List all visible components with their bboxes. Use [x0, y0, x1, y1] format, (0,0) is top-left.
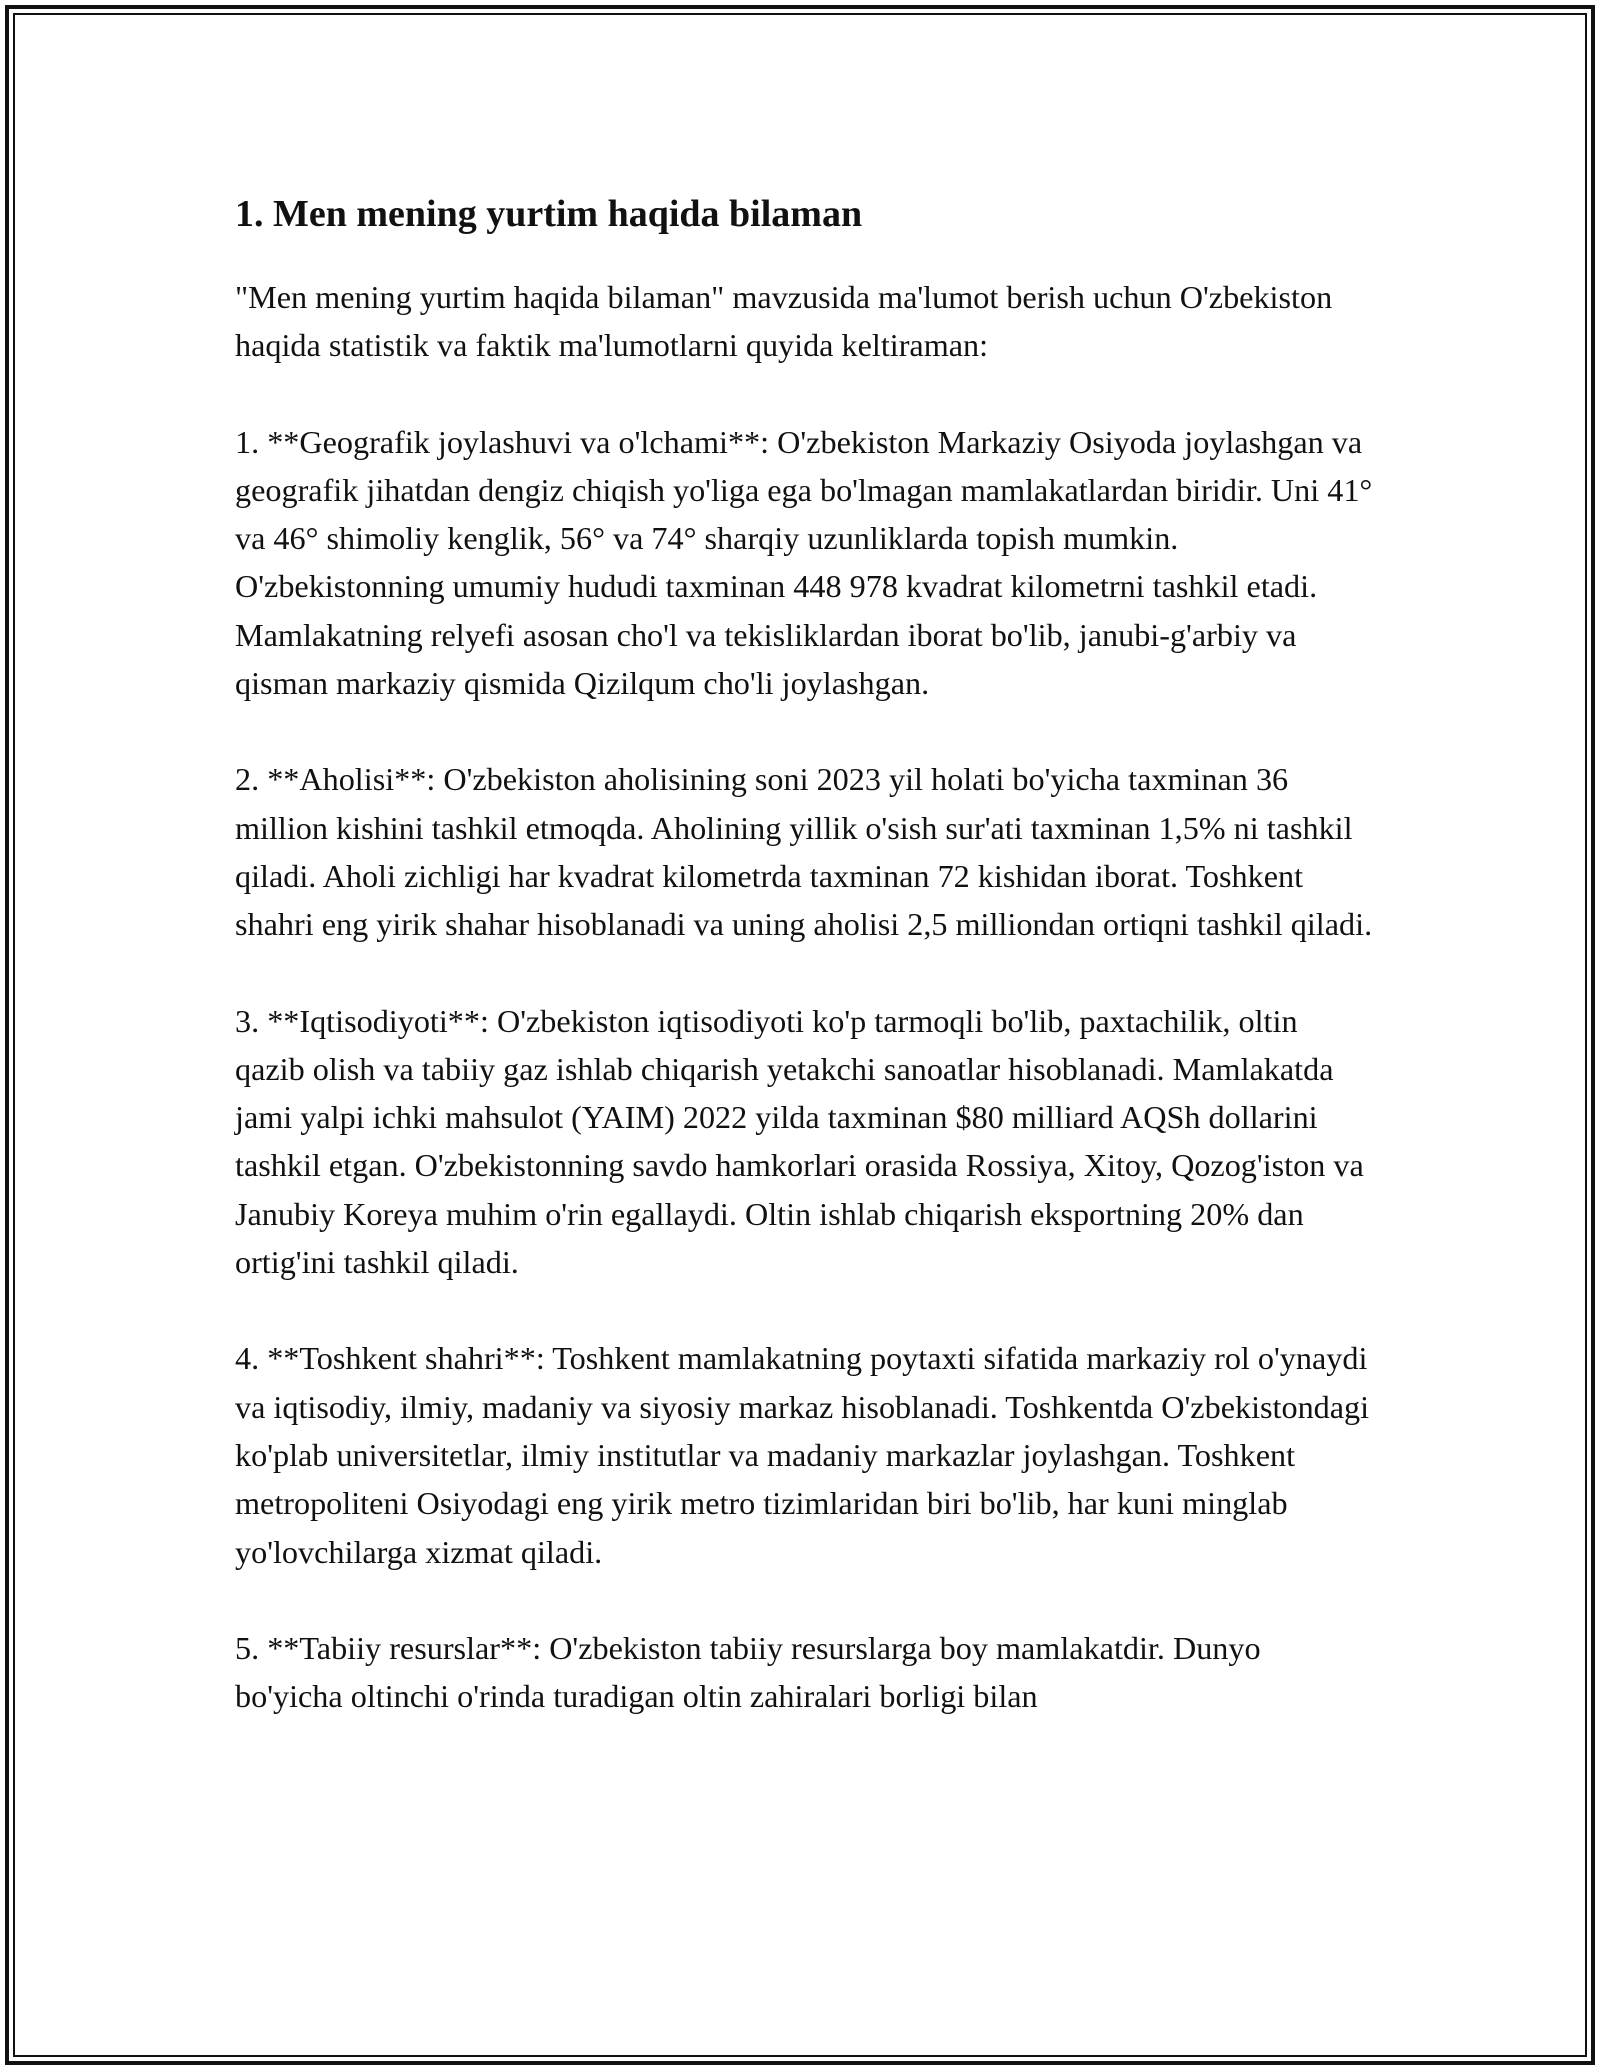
paragraph-natural-resources: 5. **Tabiiy resurslar**: O'zbekiston tabiiy resurslarga boy mamlakatdir. Dunyo bo'yicha oltinchi o'rinda turadigan oltin zahiralari borligi bilan [235, 1629, 1261, 1715]
document-title: 1. Men mening yurtim haqida bilaman [235, 193, 863, 235]
paragraph-economy: 3. **Iqtisodiyoti**: O'zbekiston iqtisodiyoti ko'p tarmoqli bo'lib, paxtachilik, oltin qazib olish va tabiiy gaz ishlab chiqarish yetakchi sanoatlar hisoblanadi. Mamlakatda jami yalpi ichki mahsulot (YAIM) 2022 yilda taxminan $80 milliard AQSh dollarini tashkil etgan. O'zbekistonning savdo hamkorlari orasida Rossiya, Xitoy, Qozog'iston va Janubiy Koreya muhim o'rin egallaydi. Oltin ishlab chiqarish eksportning 20% dan ortig'ini tashkil qiladi. [235, 1002, 1364, 1281]
document-body [235, 185, 1375, 1768]
paragraph-geography: 1. **Geografik joylashuvi va o'lchami**: O'zbekiston Markaziy Osiyoda joylashgan va geografik jihatdan dengiz chiqish yo'liga ega bo'lmagan mamlakatlardan biridir. Uni 41° va 46° shimoliy kenglik, 56° va 74° sharqiy uzunliklarda topish mumkin. O'zbekistonning umumiy hududi taxminan 448 978 kvadrat kilometrni tashkil etadi. Mamlakatning relyefi asosan cho'l va tekisliklardan iborat bo'lib, janubi-g'arbiy va qisman markaziy qismida Qizilqum cho'li joylashgan. [235, 423, 1373, 702]
intro-paragraph: "Men mening yurtim haqida bilaman" mavzusida ma'lumot berish uchun O'zbekiston haqida statistik va faktik ma'lumotlarni quyida keltiraman: [235, 279, 1333, 364]
paragraph-population: 2. **Aholisi**: O'zbekiston aholisining soni 2023 yil holati bo'yicha taxminan 36 million kishini tashkil etmoqda. Aholining yillik o'sish sur'ati taxminan 1,5% ni tashkil qiladi. Aholi zichligi har kvadrat kilometrda taxminan 72 kishidan iborat. Toshkent shahri eng yirik shahar hisoblanadi va uning aholisi 2,5 milliondan ortiqni tashkil qiladi. [235, 761, 1373, 943]
paragraph-tashkent: 4. **Toshkent shahri**: Toshkent mamlakatning poytaxti sifatida markaziy rol o'ynaydi va iqtisodiy, ilmiy, madaniy va siyosiy markaz hisoblanadi. Toshkentda O'zbekistondagi ko'plab universitetlar, ilmiy institutlar va madaniy markazlar joylashgan. Toshkent metropoliteni Osiyodagi eng yirik metro tizimlaridan biri bo'lib, har kuni minglab yo'lovchilarga xizmat qiladi. [235, 1340, 1370, 1570]
